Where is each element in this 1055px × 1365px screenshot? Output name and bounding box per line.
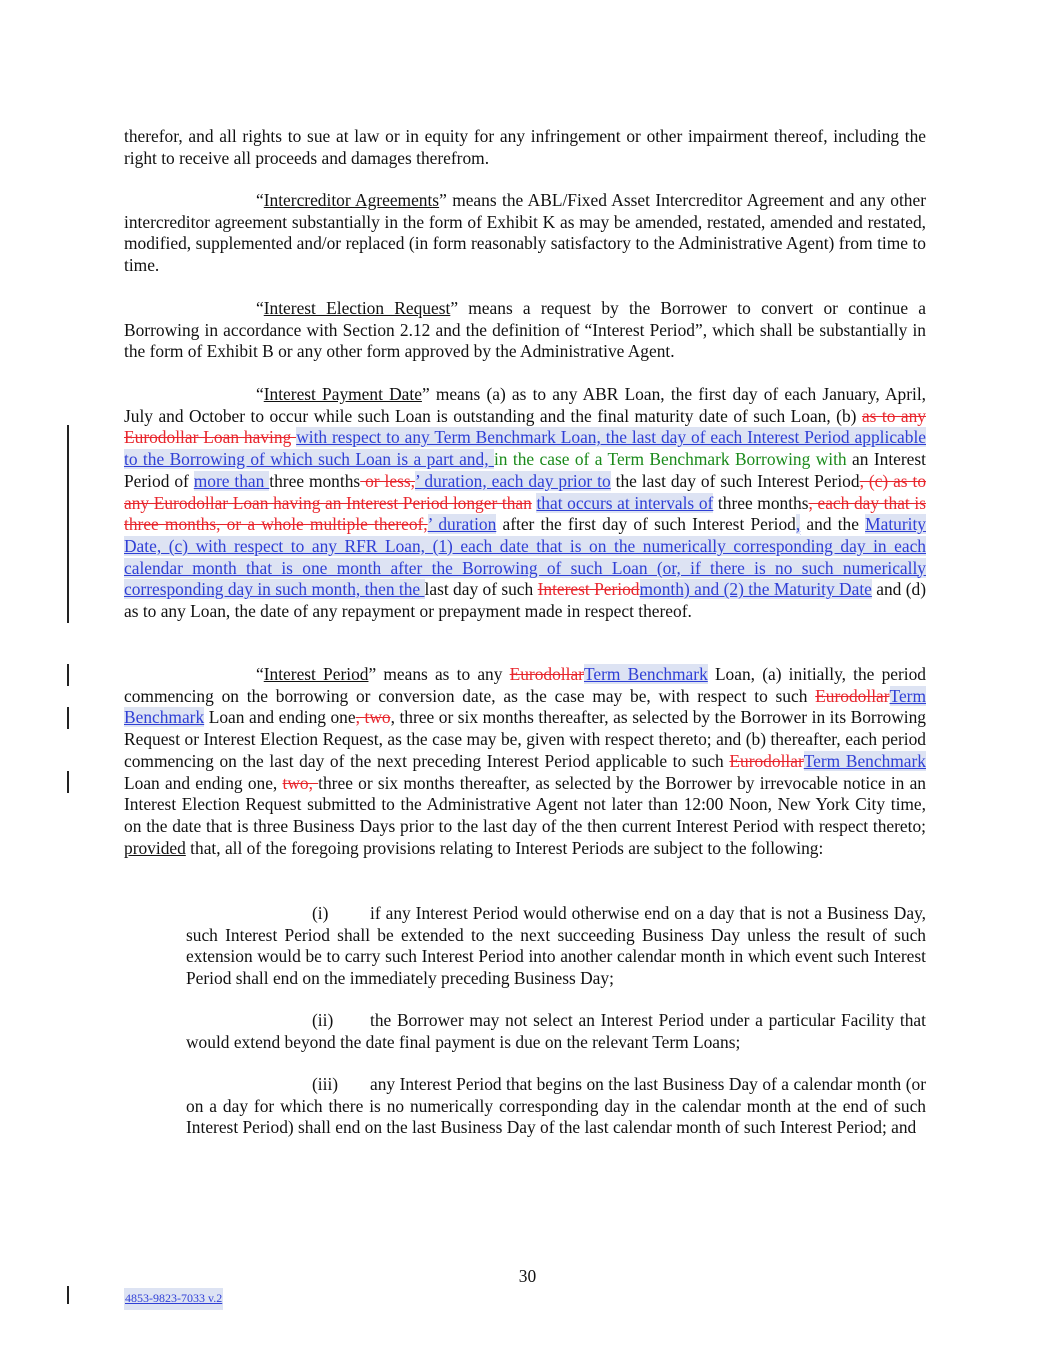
definition-body: ” means a request by the Borrower to convert or continue a Borrowing in accordance with Section 2.12 and the definition of “Interest Period”, which shall be substantially in the form of Exhibit B or any other form approved by the Administrative Agent.: [124, 298, 926, 362]
inserted-text: month) and (2) the Maturity Date: [639, 579, 872, 600]
text-run: ” means (a) as to any ABR Loan, the first day of each January, April, July and October to occur while such Loan is outstanding and the final maturity date of such Loan, (b): [124, 384, 927, 426]
list-item-text: any Interest Period that begins on the last Business Day of a calendar month (or on a day for which there is no numerically corresponding day in the calendar month at the end of such Interest Period) shall end on the last Business Day of the last calendar month of such Interest Period; and: [186, 1074, 926, 1138]
change-bar: [67, 664, 69, 686]
list-item-label: (ii): [312, 1010, 334, 1030]
definition-interest-payment-date: [124, 384, 926, 623]
text-run: after the first day of such Interest Period: [496, 514, 796, 535]
text-run: an Interest Period of: [124, 449, 926, 491]
deleted-text: Interest Period: [537, 579, 640, 600]
provided-term: provided: [124, 837, 186, 858]
text-run: ” means as to any: [368, 664, 510, 684]
text-run: Loan and ending one: [204, 707, 356, 728]
definition-interest-period: [124, 664, 926, 859]
defined-term: Interest Election Request: [263, 298, 451, 318]
list-item: [186, 1010, 926, 1053]
definition-body: ” means the ABL/Fixed Asset Intercreditor Agreement and any other intercreditor agreement substantially in the form of Exhibit K as may be amended, restated, amended and restated, modified, supplemented and/or replaced (in form reasonably satisfactory to the Administrative Agent) from time to time.: [124, 190, 926, 276]
deleted-text: , (c) as to any Eurodollar Loan having an Interest Period longer than: [124, 470, 927, 513]
definition-interest-election-request: [124, 298, 926, 363]
deleted-text: , each day that is three months, or a whole multiple thereof,: [124, 492, 926, 535]
text-run: Loan and ending one,: [124, 772, 283, 793]
inserted-text: ’ duration: [427, 514, 497, 535]
inserted-text: Term Benchmark: [583, 664, 708, 684]
moved-text: in the case of a Term Benchmark Borrowing with: [493, 449, 853, 470]
deleted-text: Eurodollar: [729, 750, 804, 771]
quote-mark: “: [256, 190, 264, 210]
paragraph-text: therefor, and all rights to sue at law or in equity for any infringement or other impairment thereof, including the right to receive all proceeds and damages therefrom.: [124, 126, 926, 168]
inserted-text: ,: [795, 514, 801, 535]
text-run: the last day of such Interest Period: [610, 470, 860, 491]
text-run: and the: [800, 514, 866, 535]
defined-term: Interest Period: [263, 664, 369, 684]
text-run: three months: [269, 470, 361, 491]
list-item-label: (i): [312, 903, 329, 923]
text-run: that, all of the foregoing provisions relating to Interest Periods are subject to the following:: [185, 837, 824, 858]
inserted-text: Maturity Date, (c) with respect to any RFR Loan, (1) each date that is on the numerically corresponding day in each calendar month that is one month after the Borrowing of such Loan (or, if there is no such numerically corresponding day in such month, then the: [124, 514, 926, 600]
deleted-text: Eurodollar: [815, 685, 890, 706]
definition-intercreditor-agreements: [124, 190, 926, 277]
text-run: , three or six months thereafter, as selected by the Borrower in its Borrowing Request or Interest Election Request, as the case may be, given with respect thereto; and (b) thereafter, each period commencing on the last day of the next preceding Interest Period applicable to such: [124, 707, 926, 771]
quote-mark: “: [256, 664, 264, 684]
defined-term: Intercreditor Agreements: [263, 190, 440, 210]
text-run: and (d) as to any Loan, the date of any repayment or prepayment made in respect thereof.: [124, 579, 927, 622]
deleted-text: , two: [355, 707, 391, 728]
list-item: [186, 1074, 926, 1139]
deleted-text: or less,: [360, 470, 415, 491]
paragraph-continuation: [124, 126, 926, 169]
inserted-text: with respect to any Term Benchmark Loan, the last day of each Interest Period applicable to the Borrowing of which such Loan is a part and,: [124, 427, 926, 470]
inserted-text: more than: [193, 470, 270, 491]
inserted-text: Term Benchmark: [803, 750, 926, 771]
inserted-text: Term Benchmark: [124, 685, 926, 728]
defined-term: Interest Payment Date: [263, 384, 422, 404]
list-item-text: the Borrower may not select an Interest Period under a particular Facility that would extend beyond the date final payment is due on the relevant Term Loans;: [186, 1010, 926, 1052]
page-number: 30: [518, 1266, 537, 1286]
change-bar: [67, 425, 69, 623]
text-run: Loan, (a) initially, the period commencing on the borrowing or conversion date, as the case may be, with respect to such: [124, 664, 926, 706]
document-id: 4853-9823-7033 v.2: [124, 1288, 223, 1310]
deleted-text: as to any Eurodollar Loan having: [124, 405, 926, 448]
deleted-text: two,: [282, 772, 319, 793]
text-run: three or six months thereafter, as selected by the Borrower by irrevocable notice in an Interest Election Request submitted to the Administrative Agent not later than 12:00 Noon, New York City time, on the date that is three Business Days prior to the last day of the then current Interest Period with respect thereto;: [124, 772, 926, 836]
change-bar: [67, 771, 69, 793]
inserted-text: ’ duration, each day prior to: [414, 470, 611, 491]
change-bar: [67, 1286, 69, 1304]
list-item: [186, 903, 926, 990]
text-run: three months: [713, 492, 809, 513]
list-item-text: if any Interest Period would otherwise end on a day that is not a Business Day, such Interest Period shall be extended to the next succeeding Business Day unless the result of such extension would be to carry such Interest Period into another calendar month in which event such Interest Period shall end on the immediately preceding Business Day;: [186, 903, 926, 989]
quote-mark: “: [256, 298, 264, 318]
list-item-label: (iii): [312, 1074, 339, 1094]
quote-mark: “: [256, 384, 264, 404]
deleted-text: Eurodollar: [509, 664, 584, 684]
inserted-text: that occurs at intervals of: [536, 492, 714, 513]
text-run: last day of such: [424, 579, 538, 600]
change-bar: [67, 707, 69, 729]
